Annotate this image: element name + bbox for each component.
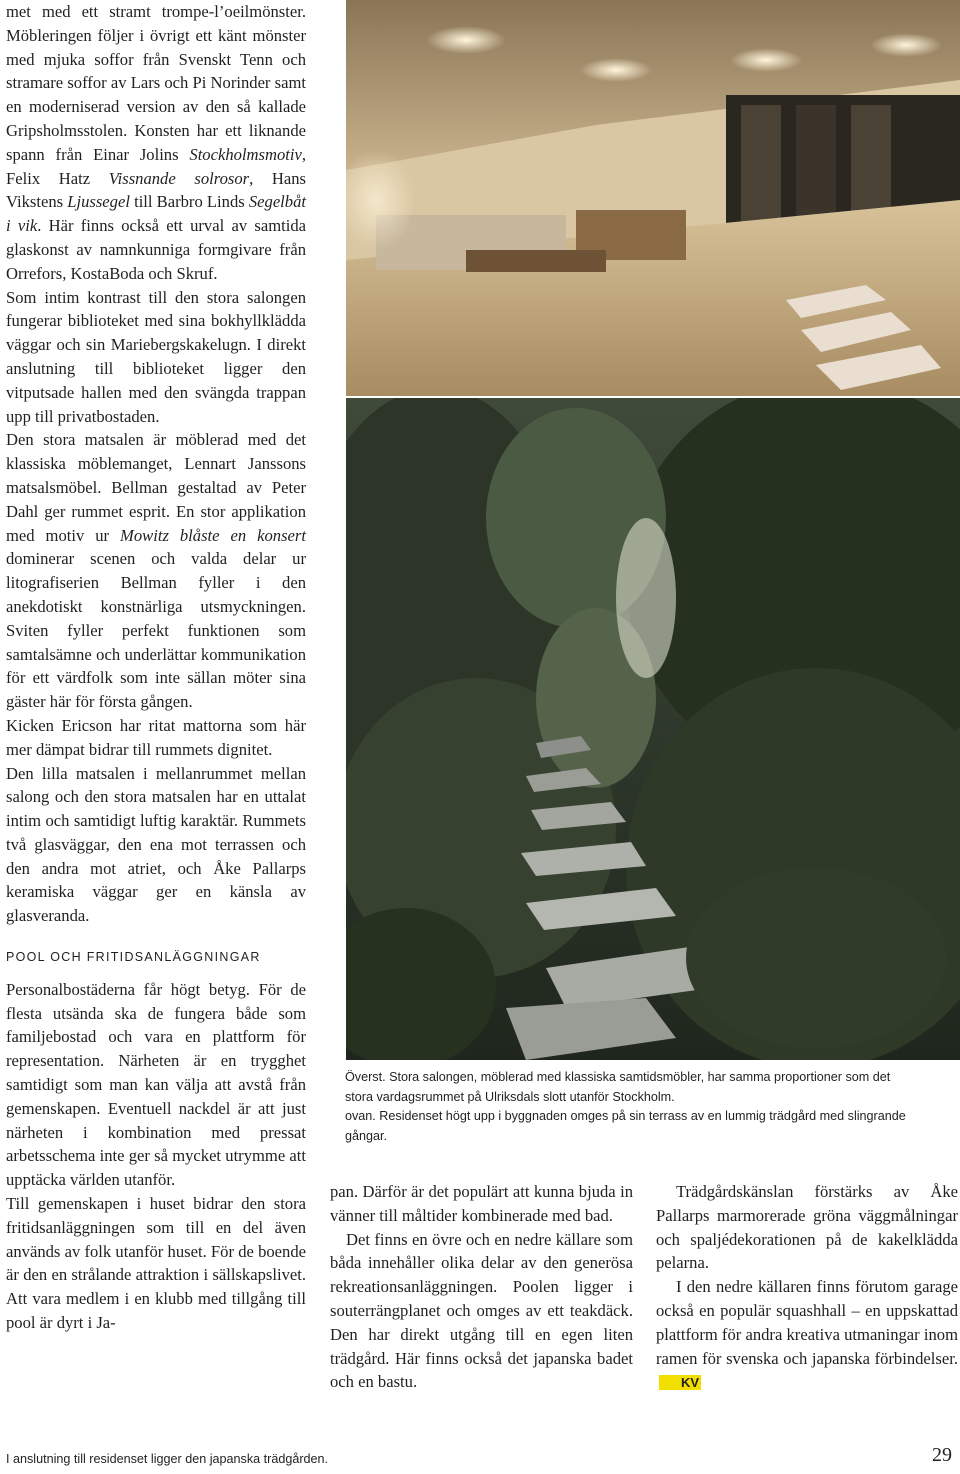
caption-line: Överst. Stora salongen, möblerad med klassiska samtidsmöbler, har samma proportioner som det stora vardagsrummet på Ulriksdals slott utanför Stockholm.	[345, 1070, 891, 1104]
garden-photo	[346, 398, 960, 1060]
caption-line: ovan. Residenset högt upp i byggnaden omges på sin terrass av en lummig trädgård med slingrande gångar.	[345, 1109, 906, 1143]
paragraph: Den stora matsalen är möblerad med det klassiska möblemanget, Lennart Janssons matsalsmöbel. Bellman gestaltad av Peter Dahl ger rummet esprit. En stor applikation med motiv ur Mowitz blåste en konsert dominerar scenen och valda delar ur litografiserien Bellman fyller i den anekdotiskt konstnärliga utsmyckningen. Sviten fyller perfekt funktionen som samtalsämne och underlättar kommunikation för ett värdfolk som inte sällan möter sina gäster här för första gången.	[6, 430, 306, 712]
paragraph: pan. Därför är det populärt att kunna bjuda in vänner till måltider kombinerade med bad.	[330, 1182, 633, 1225]
paragraph: Kicken Ericson har ritat mattorna som här mer dämpat bidrar till rummets dignitet.	[6, 715, 306, 759]
photo-caption	[345, 1068, 920, 1146]
paragraph: Det finns en övre och en nedre källare som båda innehåller olika delar av den generösa rekreationsanläggningen. Poolen ligger i souterrängplanet och omges av ett teakdäck. Den har direkt utgång till en egen liten trädgård. Här finns också det japanska badet och en bastu.	[330, 1229, 633, 1392]
salon-photo	[346, 0, 960, 396]
paragraph: Till gemenskapen i huset bidrar den stora fritidsanläggningen som till en del även används av folk utanför huset. För de boende är den en strålande attraktion i sällskapslivet. Att vara medlem i en klubb med tillgång till pool är dyrt i Ja-	[6, 1194, 306, 1333]
paragraph: I den nedre källaren finns förutom garage också en populär squashhall – en uppskattad plattform för andra kreativa utmaningar inom ramen för svenska och japanska förbindelser.KV	[656, 1277, 958, 1391]
paragraph: met med ett stramt trompe-l’oeilmönster. Möbleringen följer i övrigt ett känt mönster med mjuka soffor från Svenskt Tenn och stramare soffor av Lars och Pi Norinder samt en moderniserad version av den så kallade Gripsholmsstolen. Konsten har ett liknande spann från Einar Jolins Stockholmsmotiv, Felix Hatz Vissnande solrosor, Hans Vikstens Ljussegel till Barbro Linds Segelbåt i vik. Här finns också ett urval av samtida glaskonst av namnkunniga formgivare från Orrefors, KostaBoda och Skruf.	[6, 2, 306, 283]
page-number: 29	[932, 1444, 952, 1466]
paragraph: Personalbostäderna får högt betyg. För de flesta utsända ska de fungera både som familjebostad och vara en plattform för representation. Närheten är en trygghet samtidigt som man kan välja att avstå från gemenskapen. Eventuell nackdel är att just närheten i kombination med pressat arbetsschema inte ger så mycket utrymme att upptäcka världen utanför.	[6, 979, 306, 1190]
middle-text-column	[330, 1180, 633, 1394]
paragraph: Som intim kontrast till den stora salongen fungerar biblioteket med sina bokhyllklädda väggar och sin Mariebergskakelugn. I direkt anslutning till biblioteket ligger den vitputsade hallen med den svängda trappan upp till privatbostaden.	[6, 287, 306, 426]
paragraph: Den lilla matsalen i mellanrummet mellan salong och den stora matsalen har en uttalat intim och samtidigt luftig karaktär. Rummets två glasväggar, den ena mot terrassen och den andra mot atriet, och Åke Pallarps keramiska väggar ger en känsla av glasveranda.	[6, 763, 306, 926]
author-badge: KV	[659, 1375, 701, 1390]
right-text-column	[656, 1180, 958, 1394]
footer-caption: I anslutning till residenset ligger den japanska trädgården.	[6, 1452, 329, 1466]
paragraph: Trädgårdskänslan förstärks av Åke Pallarps marmorerade gröna väggmålningar och spaljédekorationen på de kakelklädda pelarna.	[656, 1182, 958, 1273]
section-heading: POOL OCH FRITIDSANLÄGGNINGAR	[6, 950, 261, 965]
left-text-column	[6, 0, 306, 1335]
